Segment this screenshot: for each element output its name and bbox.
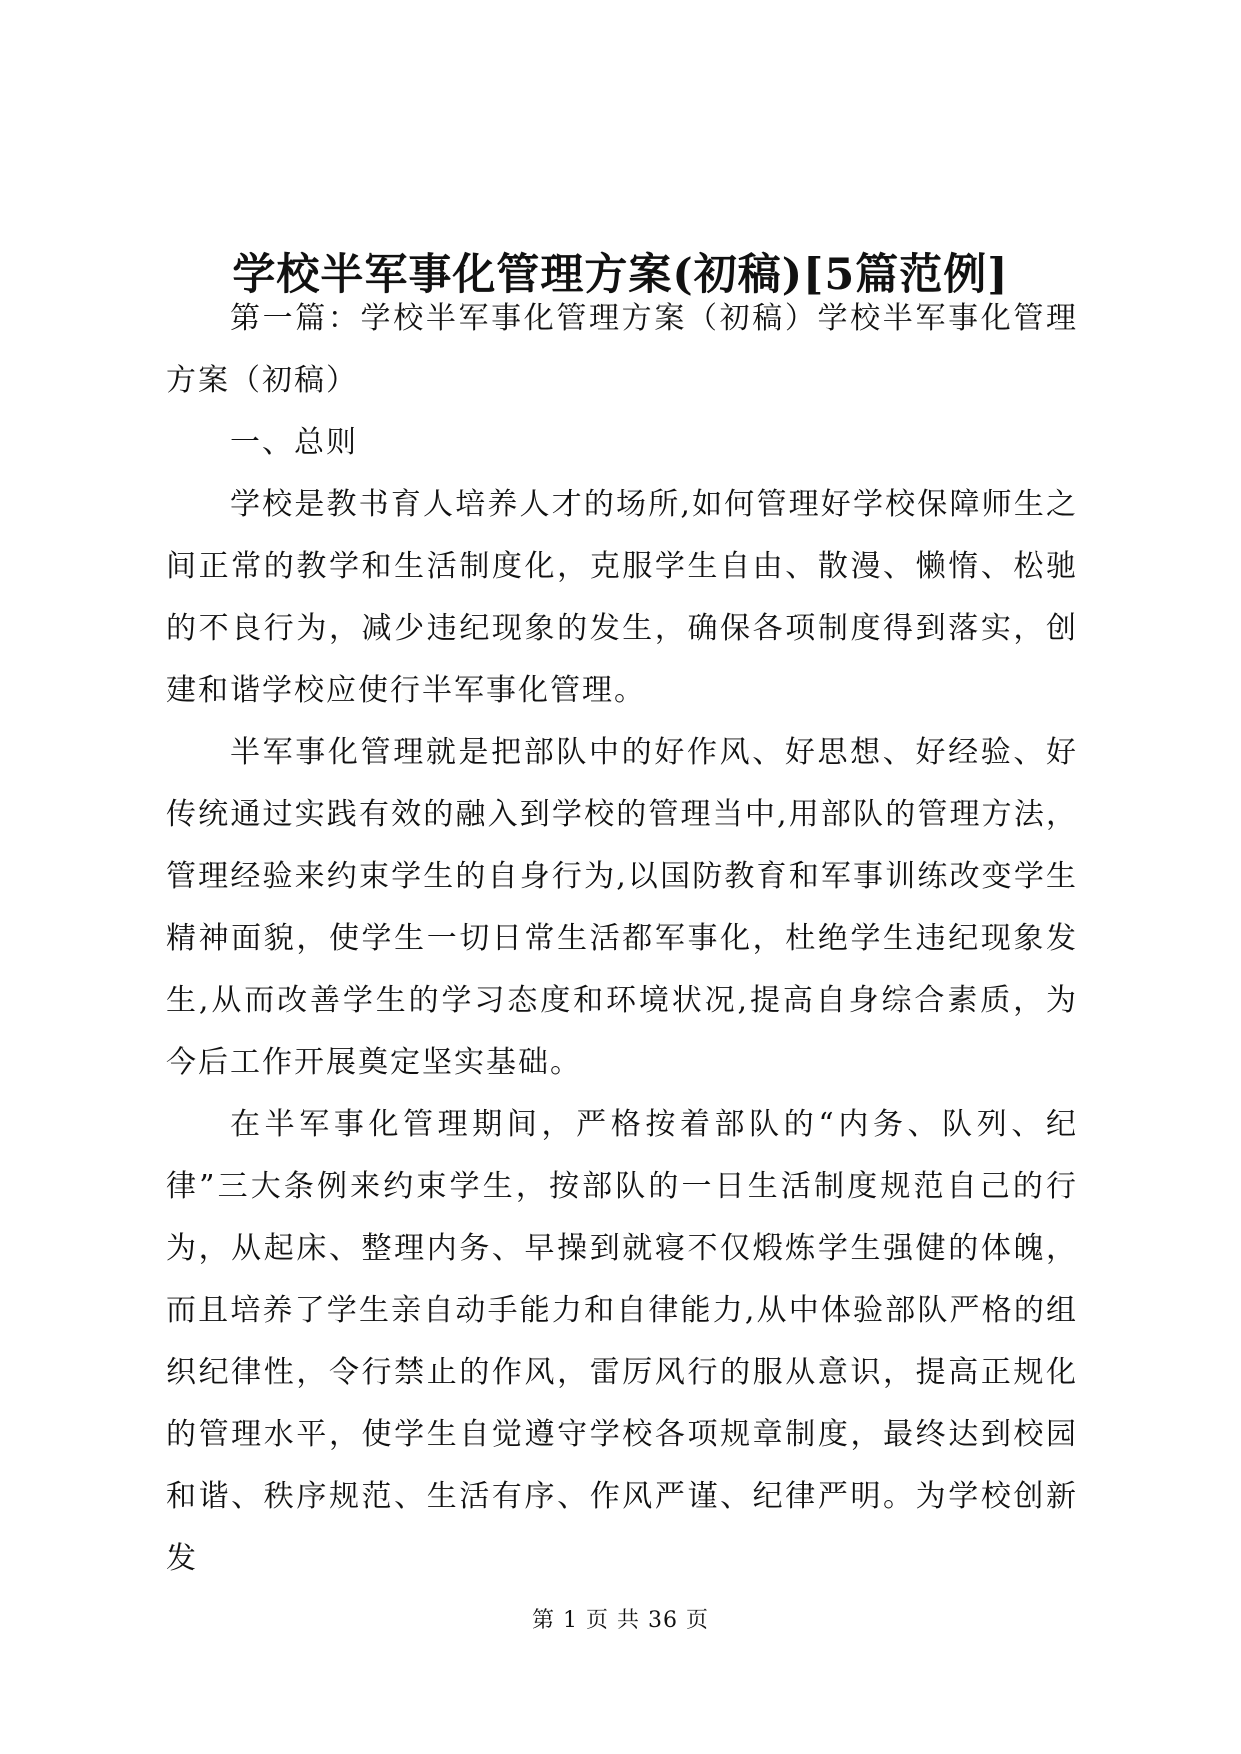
paragraph-general-provisions: 一、总则: [230, 425, 358, 460]
document-body: [166, 288, 1078, 1590]
paragraph-management-definition: 半军事化管理就是把部队中的好作风、好思想、好经验、好传统通过实践有效的融入到学校的管理当中,用部队的管理方法，管理经验来约束学生的自身行为,以国防教育和军事训练改变学生精神面貌，使学生一切日常生活都军事化，杜绝学生违纪现象发生,从而改善学生的学习态度和环境状况,提高自身综合素质，为今后工作开展奠定坚实基础。: [166, 735, 1078, 1080]
paragraph-section-heading: 第一篇：学校半军事化管理方案（初稿）学校半军事化管理方案（初稿）: [166, 301, 1078, 398]
paragraph-school-purpose: 学校是教书育人培养人才的场所,如何管理好学校保障师生之间正常的教学和生活制度化，克服学生自由、散漫、懒惰、松驰的不良行为，减少违纪现象的发生，确保各项制度得到落实，创建和谐学校应使行半军事化管理。: [166, 487, 1078, 708]
page-footer: 第 1 页 共 36 页: [532, 1608, 709, 1633]
document-title: 学校半军事化管理方案(初稿)[5篇范例]: [232, 249, 1009, 300]
paragraph-management-period: 在半军事化管理期间，严格按着部队的“内务、队列、纪律”三大条例来约束学生，按部队的一日生活制度规范自己的行为，从起床、整理内务、早操到就寝不仅煅炼学生强健的体魄，而且培养了学生亲自动手能力和自律能力,从中体验部队严格的组织纪律性，令行禁止的作风，雷厉风行的服从意识，提高正规化的管理水平，使学生自觉遵守学校各项规章制度，最终达到校园和谐、秩序规范、生活有序、作风严谨、纪律严明。为学校创新发: [166, 1107, 1078, 1576]
